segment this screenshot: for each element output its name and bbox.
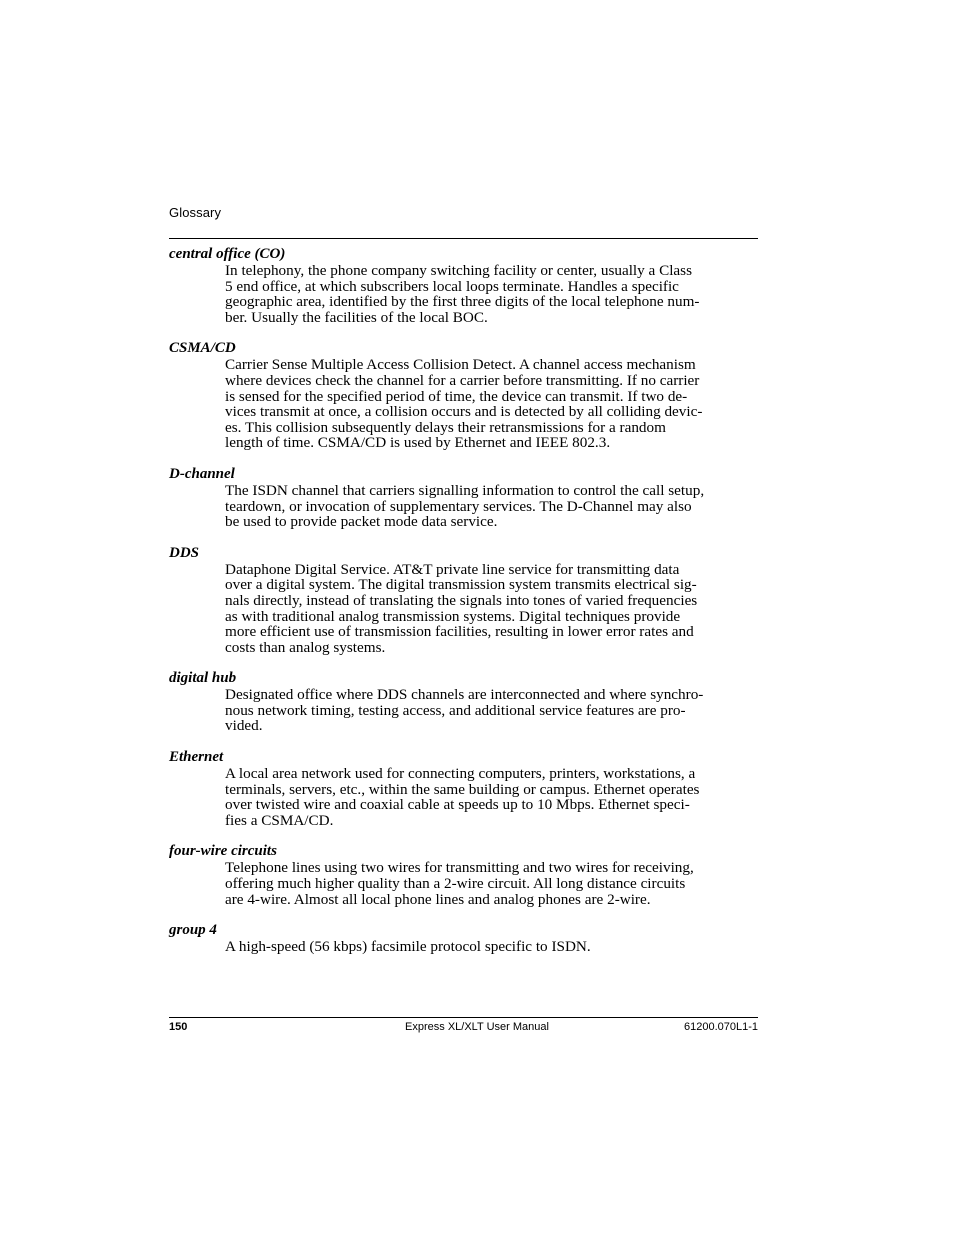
- glossary-term: DDS: [169, 544, 200, 561]
- definition-line: es. This collision subsequently delays their retransmissions for a random: [225, 418, 666, 436]
- definition-line: nals directly, instead of translating the signals into tones of varied frequencies: [225, 591, 698, 609]
- definition-line: as with traditional analog transmission systems. Digital techniques provide: [225, 607, 681, 625]
- definition-line: In telephony, the phone company switching facility or center, usually a Class: [225, 262, 692, 279]
- definition-line: costs than analog systems.: [225, 638, 386, 656]
- definition-line: ber. Usually the facilities of the local BOC.: [225, 308, 488, 326]
- glossary-definition: [225, 766, 759, 828]
- glossary-entry: [169, 843, 759, 907]
- running-header: Glossary: [169, 205, 222, 220]
- definition-line: fies a CSMA/CD.: [225, 811, 334, 829]
- glossary-term: digital hub: [169, 670, 237, 687]
- glossary-term: group 4: [169, 922, 217, 939]
- definition-line: vided.: [225, 717, 263, 735]
- glossary-definition: [225, 483, 759, 530]
- definition-line: A high-speed (56 kbps) facsimile protocol specific to ISDN.: [225, 938, 591, 956]
- definition-line: is sensed for the specified period of time, the device can transmit. If two de-: [225, 387, 688, 405]
- glossary-definition: [225, 860, 759, 907]
- glossary-list: [169, 246, 759, 970]
- glossary-definition: [225, 939, 759, 955]
- glossary-entry: [169, 922, 759, 955]
- glossary-definition: [225, 263, 759, 325]
- definition-line: over a digital system. The digital transmission system transmits electrical sig-: [225, 576, 697, 594]
- definition-line: are 4-wire. Almost all local phone lines and analog phones are 2-wire.: [225, 890, 651, 908]
- manual-title: Express XL/XLT User Manual: [405, 1021, 549, 1033]
- definition-line: teardown, or invocation of supplementary services. The D-Channel may also: [225, 497, 692, 515]
- glossary-entry: [169, 246, 759, 325]
- definition-line: Designated office where DDS channels are interconnected and where synchro-: [225, 686, 704, 704]
- definition-line: Dataphone Digital Service. AT&T private line service for transmitting data: [225, 560, 680, 578]
- glossary-entry: [169, 466, 759, 530]
- definition-line: be used to provide packet mode data service.: [225, 513, 498, 531]
- definition-line: length of time. CSMA/CD is used by Ethernet and IEEE 802.3.: [225, 434, 611, 452]
- definition-line: over twisted wire and coaxial cable at speeds up to 10 Mbps. Ethernet speci-: [225, 796, 690, 814]
- definition-line: The ISDN channel that carriers signalling information to control the call setup,: [225, 481, 705, 499]
- definition-line: vices transmit at once, a collision occurs and is detected by all colliding devic-: [225, 403, 703, 421]
- definition-line: Telephone lines using two wires for transmitting and two wires for receiving,: [225, 859, 694, 877]
- header-divider: [169, 238, 758, 239]
- footer-divider: [169, 1017, 758, 1018]
- glossary-term: D-channel: [169, 465, 235, 482]
- glossary-entry: [169, 749, 759, 828]
- glossary-term: four-wire circuits: [169, 843, 277, 860]
- definition-line: nous network timing, testing access, and additional service features are pro-: [225, 701, 686, 719]
- definition-line: geographic area, identified by the first three digits of the local telephone num-: [225, 293, 700, 311]
- document-number: 61200.070L1-1: [683, 1021, 758, 1033]
- definition-line: A local area network used for connecting computers, printers, workstations, a: [225, 765, 696, 783]
- glossary-definition: [225, 562, 759, 656]
- definition-line: where devices check the channel for a carrier before transmitting. If no carrier: [225, 371, 700, 389]
- definition-line: more efficient use of transmission facilities, resulting in lower error rates and: [225, 623, 694, 641]
- glossary-definition: [225, 687, 759, 734]
- glossary-entry: [169, 340, 759, 451]
- glossary-term: CSMA/CD: [169, 340, 236, 357]
- definition-line: offering much higher quality than a 2-wire circuit. All long distance circuits: [225, 875, 686, 893]
- definition-line: Carrier Sense Multiple Access Collision Detect. A channel access mechanism: [225, 356, 696, 374]
- glossary-term: central office (CO): [169, 246, 286, 262]
- glossary-definition: [225, 357, 759, 451]
- definition-line: 5 end office, at which subscribers local loops terminate. Handles a specific: [225, 277, 679, 295]
- glossary-entry: [169, 670, 759, 734]
- glossary-term: Ethernet: [169, 749, 224, 766]
- definition-line: terminals, servers, etc., within the same building or campus. Ethernet operates: [225, 780, 700, 798]
- glossary-entry: [169, 545, 759, 656]
- page-number: 150: [169, 1021, 188, 1033]
